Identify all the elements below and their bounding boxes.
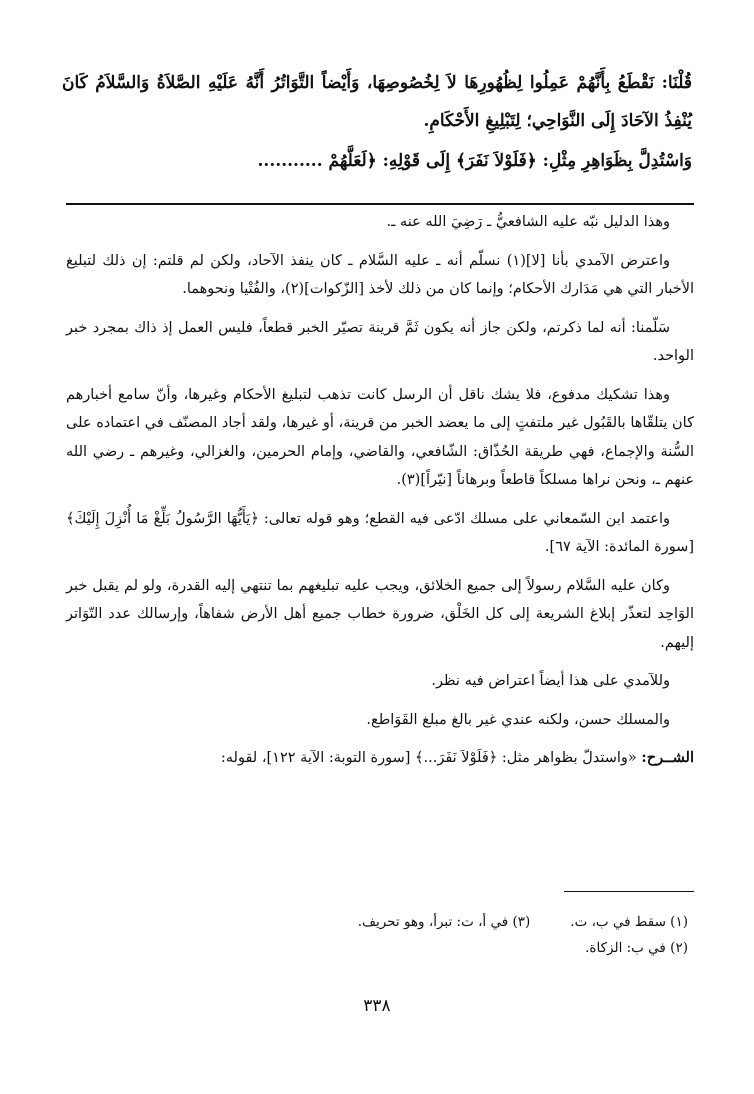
matn-divider [66, 203, 694, 205]
footnote-row-1 [120, 909, 688, 935]
commentary-paragraph-1: وهذا الدليل نبّه عليه الشافعيُّ ـ رَضِيَ الله عنه ـ. [386, 214, 670, 230]
sharh-label: الشــرح: [641, 749, 694, 766]
commentary-block [66, 208, 694, 783]
footnote-row-2 [120, 935, 688, 961]
matn-paragraph-2: وَاسْتُدِلَّ بِظَوَاهِرِ مِثْلِ: ﴿فَلَوْلاَ نَفَرَ﴾ إِلَى قَوْلِهِ: ﴿لَعَلَّهُمْ ........... [257, 151, 692, 171]
commentary-paragraph-5: واعتمد ابن السّمعاني على مسلك ادّعى فيه القطع؛ وهو قوله تعالى: ﴿يَأَيُّهَا الرَّسُولُ بَلِّغْ مَا أُنْزِلَ إِلَيْكَ﴾ [سورة المائدة: الآية ٦٧]. [66, 510, 694, 555]
footnotes-block [120, 909, 688, 961]
commentary-paragraph-2: واعترض الآمدي بأنا [لا](١) نسلّم أنه ـ عليه السَّلام ـ كان ينفذ الآحاد، ولكن لم قلتم: إن ذلك لتبليغ الأخبار التي هي مَدَارك الأحكام؛ وإنما كان من ذلك لأخذ [الزّكوات](٢)، والفُتْيا ونحوهما. [66, 252, 694, 297]
commentary-paragraph-9 [66, 744, 694, 773]
sharh-label-text: «واستدلّ بظواهر مثل: ﴿فَلَوْلاَ نَفَرَ...﴾ [سورة التوبة: الآية ١٢٢]، لقوله: [220, 750, 637, 766]
page-number: ٣٣٨ [363, 996, 391, 1016]
commentary-paragraph-3: سَلّمنا: أنه لما ذكرتم، ولكن جاز أنه يكون ثَمَّ قرينة تصيّر الخبر قطعاً، فليس العمل إذ ذاك بمجرد خبر الواحد. [66, 319, 694, 364]
footnote-3: (٣) في أ، ت: تبرأ، وهو تحريف. [357, 914, 531, 930]
footnote-2: (٢) في ب: الزكاة. [585, 940, 688, 956]
commentary-paragraph-8: والمسلك حسن، ولكنه عندي غير بالغ مبلغ القَوَاطع. [366, 711, 670, 728]
footnote-divider [564, 891, 694, 892]
commentary-paragraph-6: وكان عليه السَّلام رسولاً إلى جميع الخلائق، ويجب عليه تبليغهم بما تنتهي إليه القدرة، ولو لم يقبل خبر الوَاحِد لتعذّر إبلاغ الشريعة إلى كل الخَلْق، ضرورة خطاب جميع أهل الأرض شفاهاً، وإرسالك عدد التّوَاتر إليهم. [66, 577, 694, 651]
matn-paragraph-1: قُلْنَا: نَقْطَعُ بِأَنَّهُمْ عَمِلُوا لِظُهُورِهَا لاَ لِخُصُوصِهَا، وَأَيْضاً التَّوَاتُرُ أَنَّهُ عَلَيْهِ الصَّلاَةُ وَالسَّلاَمُ كَانَ يُنْفِذُ الآحَادَ إِلَى النَّوَاحِي؛ لِتَبْلِيغِ الأَحْكَامِ. [62, 73, 692, 131]
matn-text-block [62, 64, 692, 180]
commentary-paragraph-7: وللآمدي على هذا أيضاً اعتراض فيه نظر. [431, 673, 670, 689]
footnote-1: (١) سقط في ب، ت. [570, 914, 688, 930]
commentary-paragraph-4: وهذا تشكيك مدفوع، فلا يشك ناقل أن الرسل كانت تذهب لتبليغ الأحكام وغيرها، وأنّ سامع أخبارهم كان يتلقّاها بالقَبُول غير ملتفتٍ إلى ما يعضد الخبر من قرينة، أو غيرها، ولقد أجاد المصنّف في اعتماده على السُّنة والإجماع، فهي طريقة الحُذّاق: الشّافعي، والقاضي، وإمام الحرمين، والغزالي، وغيرهم ـ رضي الله عنهم ـ، ونحن نراها مسلكاً قاطعاً وبرهاناً [نيّراً](٣). [66, 386, 694, 488]
